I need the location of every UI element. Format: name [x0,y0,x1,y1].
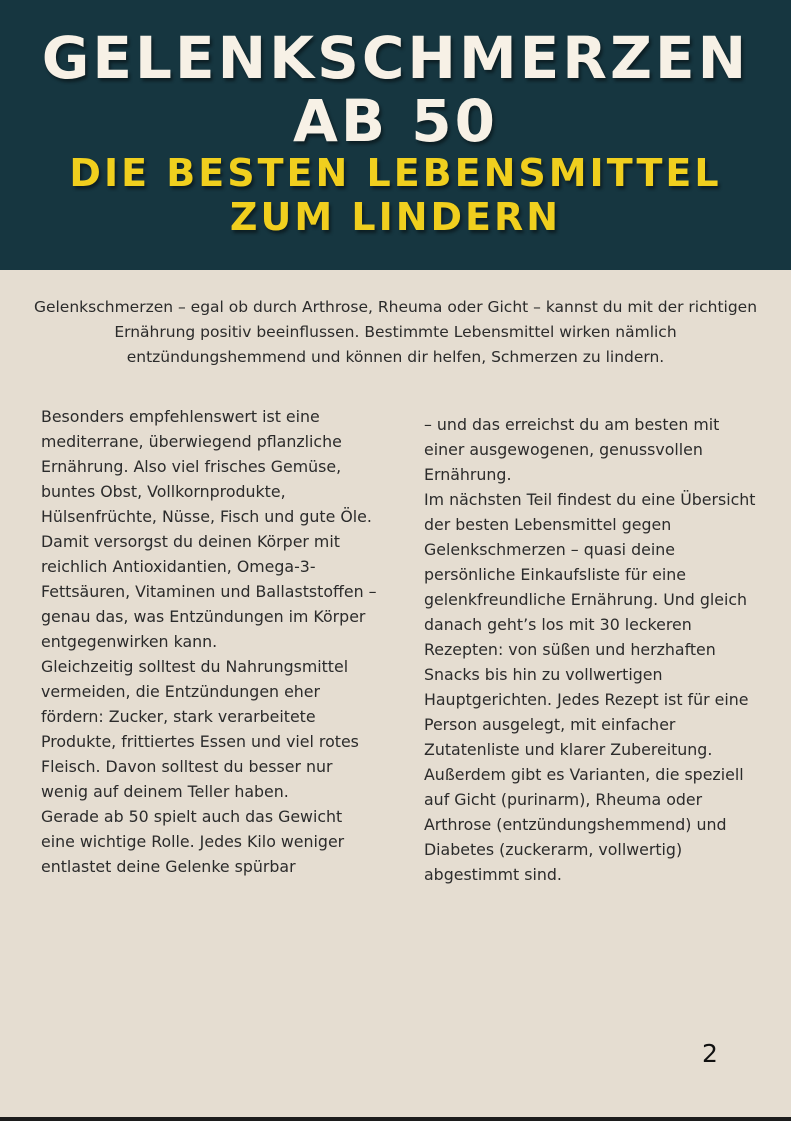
left-paragraph-1: Besonders empfehlenswert ist eine mediterrane, überwiegend pflanzliche Ernährung. Also viel frisches Gemüse, buntes Obst, Vollkornprodukte, Hülsenfrüchte, Nüsse, Fisch und gute Öle. Damit versorgst du deinen Körper mit reichlich Antioxidantien, Omega-3-Fettsäuren, Vitaminen und Ballaststoffen – genau das, was Entzündungen im Körper entgegenwirken kann. [41,407,377,651]
header-banner [0,0,791,270]
page-title-line2: AB 50 [292,87,498,155]
intro-paragraph: Gelenkschmerzen – egal ob durch Arthrose, Rheuma oder Gicht – kannst du mit der richtigen Ernährung positiv beeinflussen. Bestimmte Lebensmittel wirken nämlich entzündungshemmend und können dir helfen, Schmerzen zu lindern. [33,298,758,366]
page-number: 2 [702,1039,718,1068]
left-paragraph-2: Gleichzeitig solltest du Nahrungsmittel vermeiden, die Entzündungen eher fördern: Zucker, stark verarbeitete Produkte, frittiertes Essen und viel rotes Fleisch. Davon solltest du besser nur wenig auf deinem Teller haben. [41,657,359,801]
page-subtitle-line1: DIE BESTEN LEBENSMITTEL [69,151,722,195]
left-text-column [41,404,379,879]
page-subtitle-line2: ZUM LINDERN [229,195,562,239]
bottom-divider [0,1117,791,1121]
left-paragraph-3: Gerade ab 50 spielt auch das Gewicht eine wichtige Rolle. Jedes Kilo weniger entlastet deine Gelenke spürbar [41,807,345,876]
page-title-line1: GELENKSCHMERZEN [41,24,750,92]
right-paragraph-1: – und das erreichst du am besten mit einer ausgewogenen, genussvollen Ernährung. [424,415,720,484]
right-paragraph-2: Im nächsten Teil findest du eine Übersicht der besten Lebensmittel gegen Gelenkschmerzen – quasi deine persönliche Einkaufsliste für eine gelenkfreundliche Ernährung. Und gleich danach geht’s los mit 30 leckeren Rezepten: von süßen und herzhaften Snacks bis hin zu vollwertigen Hauptgerichten. Jedes Rezept ist für eine Person ausgelegt, mit einfacher Zutatenliste und klarer Zubereitung. Außerdem gibt es Varianten, die speziell auf Gicht (purinarm), Rheuma oder Arthrose (entzündungshemmend) und Diabetes (zuckerarm, vollwertig) abgestimmt sind. [424,490,756,884]
right-text-column [424,412,762,887]
